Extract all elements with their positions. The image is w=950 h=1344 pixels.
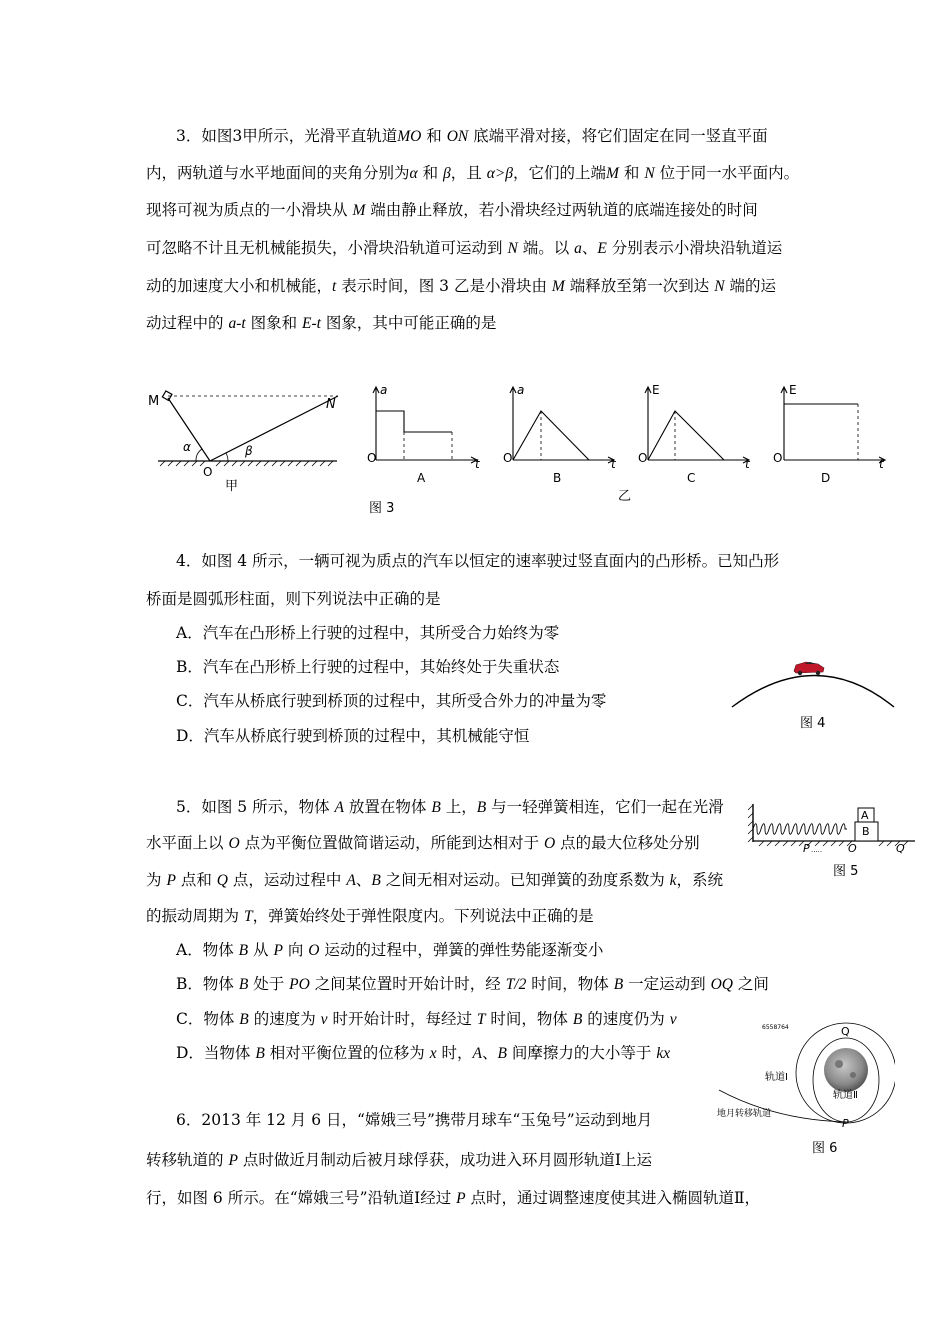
- q4-line-2: 桥面是圆弧形柱面，则下列说法中正确的是: [146, 590, 441, 608]
- q5-oD-d: x: [429, 1045, 437, 1062]
- q5-l4-b: T: [243, 908, 253, 925]
- q5-l2-c: 点为平衡位置做简谐运动，所能到达相对于: [239, 834, 544, 852]
- q3-l2-i: 和: [618, 164, 645, 182]
- q5-l3-i: 之间无相对运动。已知弹簧的劲度系数为: [380, 871, 670, 889]
- figure-5: [745, 800, 925, 860]
- q5-oD-c: 相对平衡位置的位移为: [264, 1044, 430, 1062]
- q5-oB-h: B: [613, 976, 624, 993]
- q3-l1-b: MO: [397, 128, 422, 145]
- q5-l2-a: 水平面上以: [146, 834, 229, 852]
- q6-l3c: 点时，通过调整速度使其进入椭圆轨道Ⅱ，: [465, 1189, 761, 1207]
- graph-C-curve: [648, 411, 724, 460]
- q5-l1-f: B: [476, 799, 487, 816]
- q3-l2-c: 和: [417, 164, 444, 182]
- q5-l3-c: 点和: [175, 871, 217, 889]
- q5-l3-h: B: [371, 872, 381, 889]
- q5-oB-a: B．物体: [176, 975, 239, 993]
- alpha-arc: [196, 449, 202, 461]
- q3-l5-e: 端释放至第一次到达: [564, 277, 715, 295]
- label-O: O: [203, 465, 213, 479]
- q5-l2-b: O: [228, 835, 240, 852]
- q3-l5-g: 端的运: [724, 277, 776, 295]
- q3-line-5: [146, 276, 776, 297]
- q4-option-b: B．汽车在凸形桥上行驶的过程中，其始终处于失重状态: [176, 658, 560, 676]
- q6-line-1: 6．2013 年 12 月 6 日，“嫦娥三号”携带月球车“玉兔号”运动到地月: [176, 1111, 653, 1129]
- q5-oC-j: v: [669, 1011, 677, 1028]
- q5-l3-j: k: [669, 872, 677, 889]
- graph-A-xlabel: t: [475, 457, 480, 471]
- q4-option-c: C．汽车从桥底行驶到桥顶的过程中，其所受合外力的冲量为零: [176, 692, 607, 710]
- q5-oB-e: 之间某位置时开始计时，经: [309, 975, 506, 993]
- fig6-number: 6558764: [762, 1024, 789, 1031]
- label-O-5: O: [848, 842, 857, 855]
- label-yi: 乙: [618, 489, 632, 504]
- q5-oD-e: 时，: [436, 1044, 473, 1062]
- q5-option-d: [176, 1043, 670, 1064]
- q3-line-2: [146, 163, 799, 184]
- graph-C-xlabel: t: [745, 457, 750, 471]
- q3-l2-a: 内，两轨道与水平地面间的夹角分别为: [146, 164, 410, 182]
- graph-C-label: C: [687, 471, 696, 485]
- q5-l1-b: A: [334, 799, 344, 816]
- q5-oA-e: 向: [282, 941, 309, 959]
- q5-l3-k: ，系统: [676, 871, 724, 889]
- q5-oB-d: PO: [289, 976, 310, 993]
- q5-l3-f: A: [346, 872, 356, 889]
- q5-l2-d: O: [544, 835, 556, 852]
- figure-3: [0, 378, 950, 518]
- q5-oD-f: A: [472, 1045, 482, 1062]
- q5-oA-c: 从: [248, 941, 274, 959]
- q5-oB-b: B: [238, 976, 249, 993]
- q3-l1-a: 3．如图3甲所示，光滑平直轨道: [176, 127, 398, 145]
- figure-6-caption: 图 6: [812, 1141, 838, 1156]
- label-jia: 甲: [225, 479, 239, 494]
- q5-l1-d: B: [431, 799, 441, 816]
- q3-l1-e: 底端平滑对接，将它们固定在同一竖直平面: [468, 127, 768, 145]
- q5-l4-c: ，弹簧始终处于弹性限度内。下列说法中正确的是: [252, 907, 594, 925]
- q6-l2c: 点时做近月制动后被月球俘获，成功进入环月圆形轨道Ⅰ上运: [237, 1151, 652, 1169]
- figure-5-caption: 图 5: [833, 864, 859, 879]
- wall-hatch: [748, 805, 753, 842]
- q5-l2-e: 点的最大位移处分别: [555, 834, 700, 852]
- q3-l6-c: 图象和: [245, 314, 303, 332]
- graph-D: [781, 387, 885, 463]
- graph-B-origin: O: [503, 451, 513, 465]
- q5-l3-a: 为: [146, 871, 167, 889]
- q3-line-6: [146, 313, 496, 334]
- q3-l2-d: β: [443, 165, 451, 182]
- track-on: [210, 396, 338, 461]
- q5-oA-a: A．物体: [176, 941, 239, 959]
- label-orbit-1: 轨道Ⅰ: [765, 1072, 788, 1083]
- graph-B: [510, 387, 614, 463]
- q5-oD-h: B: [497, 1045, 507, 1062]
- graph-B-ylabel: a: [517, 383, 525, 397]
- q3-l3-a: 现将可视为质点的一小滑块从: [146, 201, 353, 219]
- q5-option-c: [176, 1009, 677, 1030]
- q3-l2-h: M: [606, 165, 619, 182]
- q5-oB-k: 之间: [732, 975, 769, 993]
- q3-l5-d: M: [551, 278, 565, 295]
- q6-line-3: [146, 1188, 760, 1209]
- q3-l5-c: 表示时间，图 3 乙是小滑块由: [336, 277, 552, 295]
- label-Q: Q: [896, 842, 905, 855]
- graph-D-xlabel: t: [879, 457, 884, 471]
- label-P: P: [803, 842, 810, 855]
- figure-3-caption: 图 3: [369, 501, 395, 516]
- q5-oD-i: 间摩擦力的大小等于: [506, 1044, 657, 1062]
- label-Q-6: Q: [841, 1025, 850, 1038]
- q5-oA-d: P: [273, 942, 283, 959]
- q3-l2-j: N: [644, 165, 655, 182]
- q5-oC-a: C．物体: [176, 1010, 240, 1028]
- graph-D-label: D: [821, 471, 831, 485]
- q5-l1-g: 与一轻弹簧相连，它们一起在光滑: [486, 798, 724, 816]
- graph-C-ylabel: E: [652, 383, 660, 397]
- graph-A-origin: O: [367, 451, 377, 465]
- q4-line-1: 4．如图 4 所示，一辆可视为质点的汽车以恒定的速率驶过竖直面内的凸形桥。已知凸形: [176, 552, 780, 570]
- q5-l1-c: 放置在物体: [343, 798, 432, 816]
- q3-l3-c: 端由静止释放，若小滑块经过两轨道的底端连接处的时间: [365, 201, 758, 219]
- q5-l3-b: P: [166, 872, 176, 889]
- q3-l5-f: N: [714, 278, 725, 295]
- label-orbit-2: 轨道Ⅱ: [833, 1090, 858, 1101]
- q5-oD-b: B: [255, 1045, 265, 1062]
- figure-4-caption: 图 4: [800, 716, 826, 731]
- ground-hatch: [160, 461, 333, 466]
- graph-D-origin: O: [773, 451, 783, 465]
- q5-l1-a: 5．如图 5 所示，物体: [176, 798, 335, 816]
- q5-l4-a: 的振动周期为: [146, 907, 244, 925]
- spring: [753, 824, 847, 835]
- moon-crater: [835, 1060, 843, 1068]
- q5-oA-f: O: [308, 942, 320, 959]
- q3-l4-b: N: [507, 240, 518, 257]
- label-P-dots: .....: [811, 846, 823, 854]
- q6-l3b: P: [456, 1190, 466, 1207]
- q5-line-3: [146, 870, 723, 891]
- figure-6: [715, 1018, 895, 1128]
- q3-l4-c: 端。以: [517, 239, 575, 257]
- q5-oC-h: B: [572, 1011, 583, 1028]
- q5-oC-i: 的速度仍为: [582, 1010, 670, 1028]
- q5-l3-g: 、: [355, 871, 372, 889]
- label-M: M: [148, 394, 160, 409]
- q6-l2b: P: [228, 1152, 238, 1169]
- q5-line-1: [176, 797, 724, 818]
- q3-l6-d: E-t: [302, 315, 321, 332]
- q4-option-a: A．汽车在凸形桥上行驶的过程中，其所受合力始终为零: [176, 624, 560, 642]
- q5-line-4: [146, 906, 594, 927]
- q3-l5-b: t: [332, 278, 337, 295]
- q3-line-4: [146, 238, 782, 259]
- q5-l1-e: 上，: [440, 798, 477, 816]
- q5-oB-j: OQ: [710, 976, 733, 993]
- graph-B-xlabel: t: [611, 457, 616, 471]
- label-transfer-orbit: 地月转移轨道: [717, 1109, 772, 1119]
- q5-oB-i: 一定运动到: [623, 975, 711, 993]
- q6-l2a: 转移轨道的: [146, 1151, 229, 1169]
- graph-D-ylabel: E: [789, 383, 797, 397]
- label-P-6: P: [842, 1117, 849, 1128]
- q3-l4-f: E: [597, 240, 607, 257]
- q5-oD-a: D．当物体: [176, 1044, 256, 1062]
- q5-oB-c: 处于: [248, 975, 290, 993]
- label-beta: β: [245, 444, 253, 458]
- q5-oC-b: B: [239, 1011, 249, 1028]
- q6-line-2: [146, 1150, 652, 1171]
- q3-l6-e: 图象，其中可能正确的是: [320, 314, 497, 332]
- label-alpha: α: [183, 440, 191, 454]
- graph-A: [373, 387, 477, 463]
- moon-crater: [850, 1072, 856, 1078]
- graph-A-curve: [376, 411, 452, 432]
- q4-option-d: D．汽车从桥底行驶到桥顶的过程中，其机械能守恒: [176, 727, 530, 745]
- graph-B-curve: [513, 411, 589, 460]
- q5-oA-g: 运动的过程中，弹簧的弹性势能逐渐变小: [319, 941, 604, 959]
- q3-l1-c: 和: [421, 127, 447, 145]
- q3-line-1: [176, 126, 768, 147]
- q3-l6-a: 动过程中的: [146, 314, 229, 332]
- label-A: A: [861, 809, 869, 822]
- q5-option-a: [176, 940, 603, 961]
- q3-l4-d: a: [574, 240, 582, 257]
- q3-l4-g: 分别表示小滑块沿轨道运: [606, 239, 783, 257]
- graph-C-origin: O: [638, 451, 648, 465]
- q5-l3-e: 点，运动过程中: [227, 871, 347, 889]
- q3-l2-e: ，且: [450, 164, 487, 182]
- q3-line-3: [146, 200, 758, 221]
- q5-oC-e: 时开始计时，每经过: [327, 1010, 477, 1028]
- q5-oD-j: kx: [656, 1045, 671, 1062]
- graph-A-ylabel: a: [380, 383, 388, 397]
- label-N: N: [326, 397, 336, 412]
- q5-line-2: [146, 833, 700, 854]
- q5-oB-f: T/2: [505, 976, 527, 993]
- graph-C: [645, 387, 749, 463]
- q3-l6-b: a-t: [228, 315, 246, 332]
- q3-l3-b: M: [352, 202, 366, 219]
- q5-oC-g: 时间，物体: [485, 1010, 573, 1028]
- q3-l5-a: 动的加速度大小和机械能，: [146, 277, 333, 295]
- q3-l2-k: 位于同一水平面内。: [654, 164, 800, 182]
- q6-l3a: 行，如图 6 所示。在“嫦娥三号”沿轨道Ⅰ经过: [146, 1189, 457, 1207]
- q5-l3-d: Q: [216, 872, 228, 889]
- label-B: B: [862, 825, 870, 838]
- q3-l4-a: 可忽略不计且无机械能损失，小滑块沿轨道可运动到: [146, 239, 508, 257]
- beta-arc: [226, 453, 228, 461]
- q5-oA-b: B: [238, 942, 249, 959]
- q5-oC-f: T: [476, 1011, 486, 1028]
- q5-oD-g: 、: [481, 1044, 498, 1062]
- q5-oC-d: v: [320, 1011, 328, 1028]
- q3-l2-f: α>β: [486, 165, 514, 182]
- graph-B-label: B: [553, 471, 562, 485]
- moon: [824, 1048, 868, 1092]
- floor-hatch: [759, 841, 908, 846]
- bridge-arc: [732, 676, 894, 708]
- q5-option-b: [176, 974, 769, 995]
- q3-l4-e: 、: [581, 239, 598, 257]
- q5-oB-g: 时间，物体: [526, 975, 614, 993]
- car-icon: [794, 662, 824, 675]
- q3-l2-b: α: [409, 165, 418, 182]
- q3-l1-d: ON: [446, 128, 469, 145]
- q5-oC-c: 的速度为: [248, 1010, 321, 1028]
- q3-l2-g: ，它们的上端: [513, 164, 607, 182]
- graph-A-label: A: [417, 471, 426, 485]
